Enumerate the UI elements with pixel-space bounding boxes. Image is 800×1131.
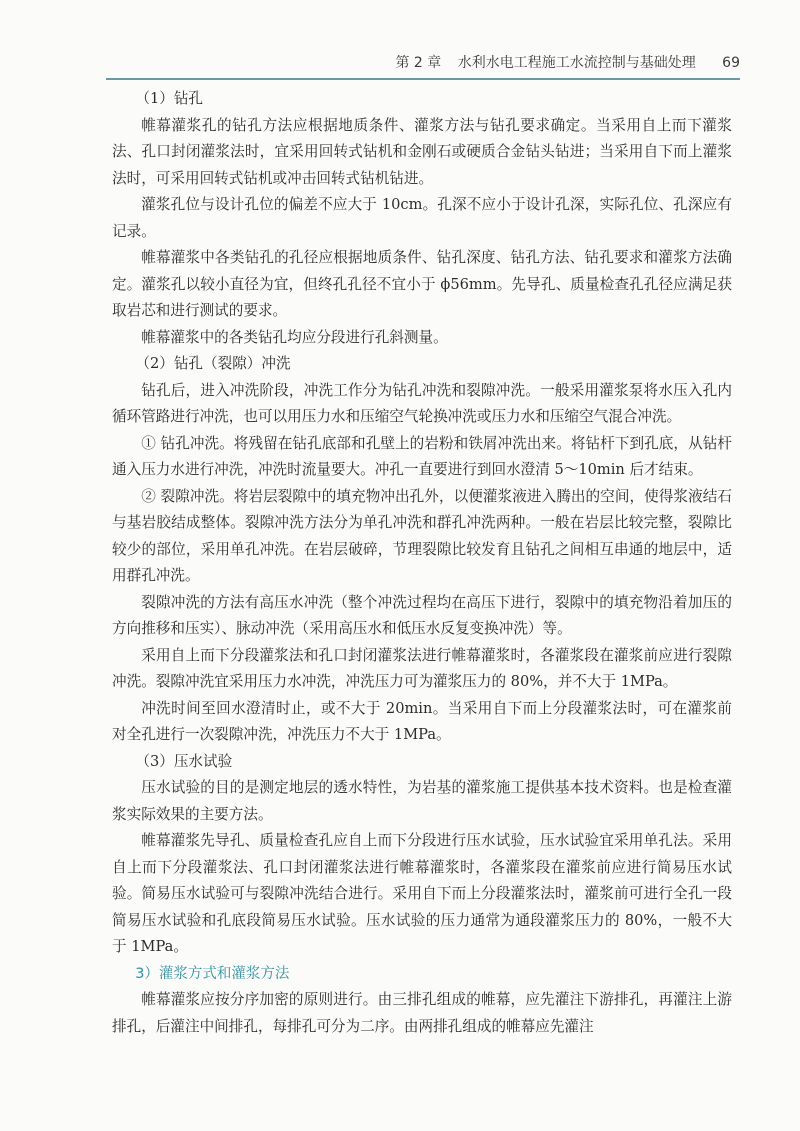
subheading-water-pressure-test: （3）压水试验 xyxy=(135,752,233,770)
paragraph: 帷幕灌浆孔的钻孔方法应根据地质条件、灌浆方法与钻孔要求确定。当采用自上而下灌浆法、孔口封闭灌浆法时，宜采用回转式钻机和金刚石或硬质合金钻头钻进；当采用自下而上灌浆法时，可采用回转式钻机或冲击回转式钻机钻进。 xyxy=(112,116,732,187)
paragraph: 压水试验的目的是测定地层的透水特性，为岩基的灌浆施工提供基本技术资料。也是检查灌浆实际效果的主要方法。 xyxy=(112,779,732,823)
section-heading-grouting-methods: 3）灌浆方式和灌浆方法 xyxy=(135,965,290,982)
chapter-title: 水利水电工程施工水流控制与基础处理 xyxy=(457,55,696,71)
subheading-flushing: （2）钻孔（裂隙）冲洗 xyxy=(135,355,291,372)
paragraph: 裂隙冲洗的方法有高压水冲洗（整个冲洗过程均在高压下进行，裂隙中的填充物沿着加压的方向推移和压实）、脉动冲洗（采用高压水和低压水反复变换冲洗）等。 xyxy=(112,593,732,637)
chapter-label: 第 2 章 xyxy=(395,55,442,71)
paragraph: 帷幕灌浆中的各类钻孔均应分段进行孔斜测量。 xyxy=(141,328,448,346)
header-rule xyxy=(106,78,740,80)
page-number: 69 xyxy=(722,55,740,71)
paragraph: ① 钻孔冲洗。将残留在钻孔底部和孔壁上的岩粉和铁屑冲洗出来。将钻杆下到孔底，从钻杆通入压力水进行冲洗，冲洗时流量要大。冲孔一直要进行到回水澄清 5～10min 后才结束。 xyxy=(112,434,732,478)
paragraph: 灌浆孔位与设计孔位的偏差不应大于 10cm。孔深不应小于设计孔深，实际孔位、孔深应有记录。 xyxy=(112,196,732,240)
paragraph: 帷幕灌浆中各类钻孔的孔径应根据地质条件、钻孔深度、钻孔方法、钻孔要求和灌浆方法确定。灌浆孔以较小直径为宜，但终孔孔径不宜小于 ϕ56mm。先导孔、质量检查孔孔径应满足获取岩芯和进行测试的要求。 xyxy=(112,249,732,319)
paragraph: 冲洗时间至回水澄清时止，或不大于 20min。当采用自下而上分段灌浆法时，可在灌浆前对全孔进行一次裂隙冲洗，冲洗压力不大于 1MPa。 xyxy=(112,699,732,743)
paragraph: 采用自上而下分段灌浆法和孔口封闭灌浆法进行帷幕灌浆时，各灌浆段在灌浆前应进行裂隙冲洗。裂隙冲洗宜采用压力水冲洗，冲洗压力可为灌浆压力的 80%，并不大于 1MPa。 xyxy=(112,646,732,690)
body-text xyxy=(112,86,732,1040)
subheading-drilling: （1）钻孔 xyxy=(135,90,204,107)
paragraph: 钻孔后，进入冲洗阶段，冲洗工作分为钻孔冲洗和裂隙冲洗。一般采用灌浆泵将水压入孔内循环管路进行冲洗，也可以用压力水和压缩空气轮换冲洗或压力水和压缩空气混合冲洗。 xyxy=(112,381,732,425)
paragraph: 帷幕灌浆先导孔、质量检查孔应自上而下分段进行压水试验，压水试验宜采用单孔法。采用自上而下分段灌浆法、孔口封闭灌浆法进行帷幕灌浆时，各灌浆段在灌浆前应进行简易压水试验。简易压水试验可与裂隙冲洗结合进行。采用自下而上分段灌浆法时，灌浆前可进行全孔一段简易压水试验和孔底段简易压水试验。压水试验的压力通常为通段灌浆压力的 80%，一般不大于 1MPa。 xyxy=(112,832,732,955)
running-header xyxy=(300,52,740,78)
paragraph: 帷幕灌浆应按分序加密的原则进行。由三排孔组成的帷幕，应先灌注下游排孔，再灌注上游排孔，后灌注中间排孔，每排孔可分为二序。由两排孔组成的帷幕应先灌注 xyxy=(112,991,732,1035)
paragraph: ② 裂隙冲洗。将岩层裂隙中的填充物冲出孔外，以便灌浆液进入腾出的空间，使得浆液结石与基岩胶结成整体。裂隙冲洗方法分为单孔冲洗和群孔冲洗两种。一般在岩层比较完整，裂隙比较少的部位，采用单孔冲洗。在岩层破碎，节理裂隙比较发育且钻孔之间相互串通的地层中，适用群孔冲洗。 xyxy=(112,487,732,584)
